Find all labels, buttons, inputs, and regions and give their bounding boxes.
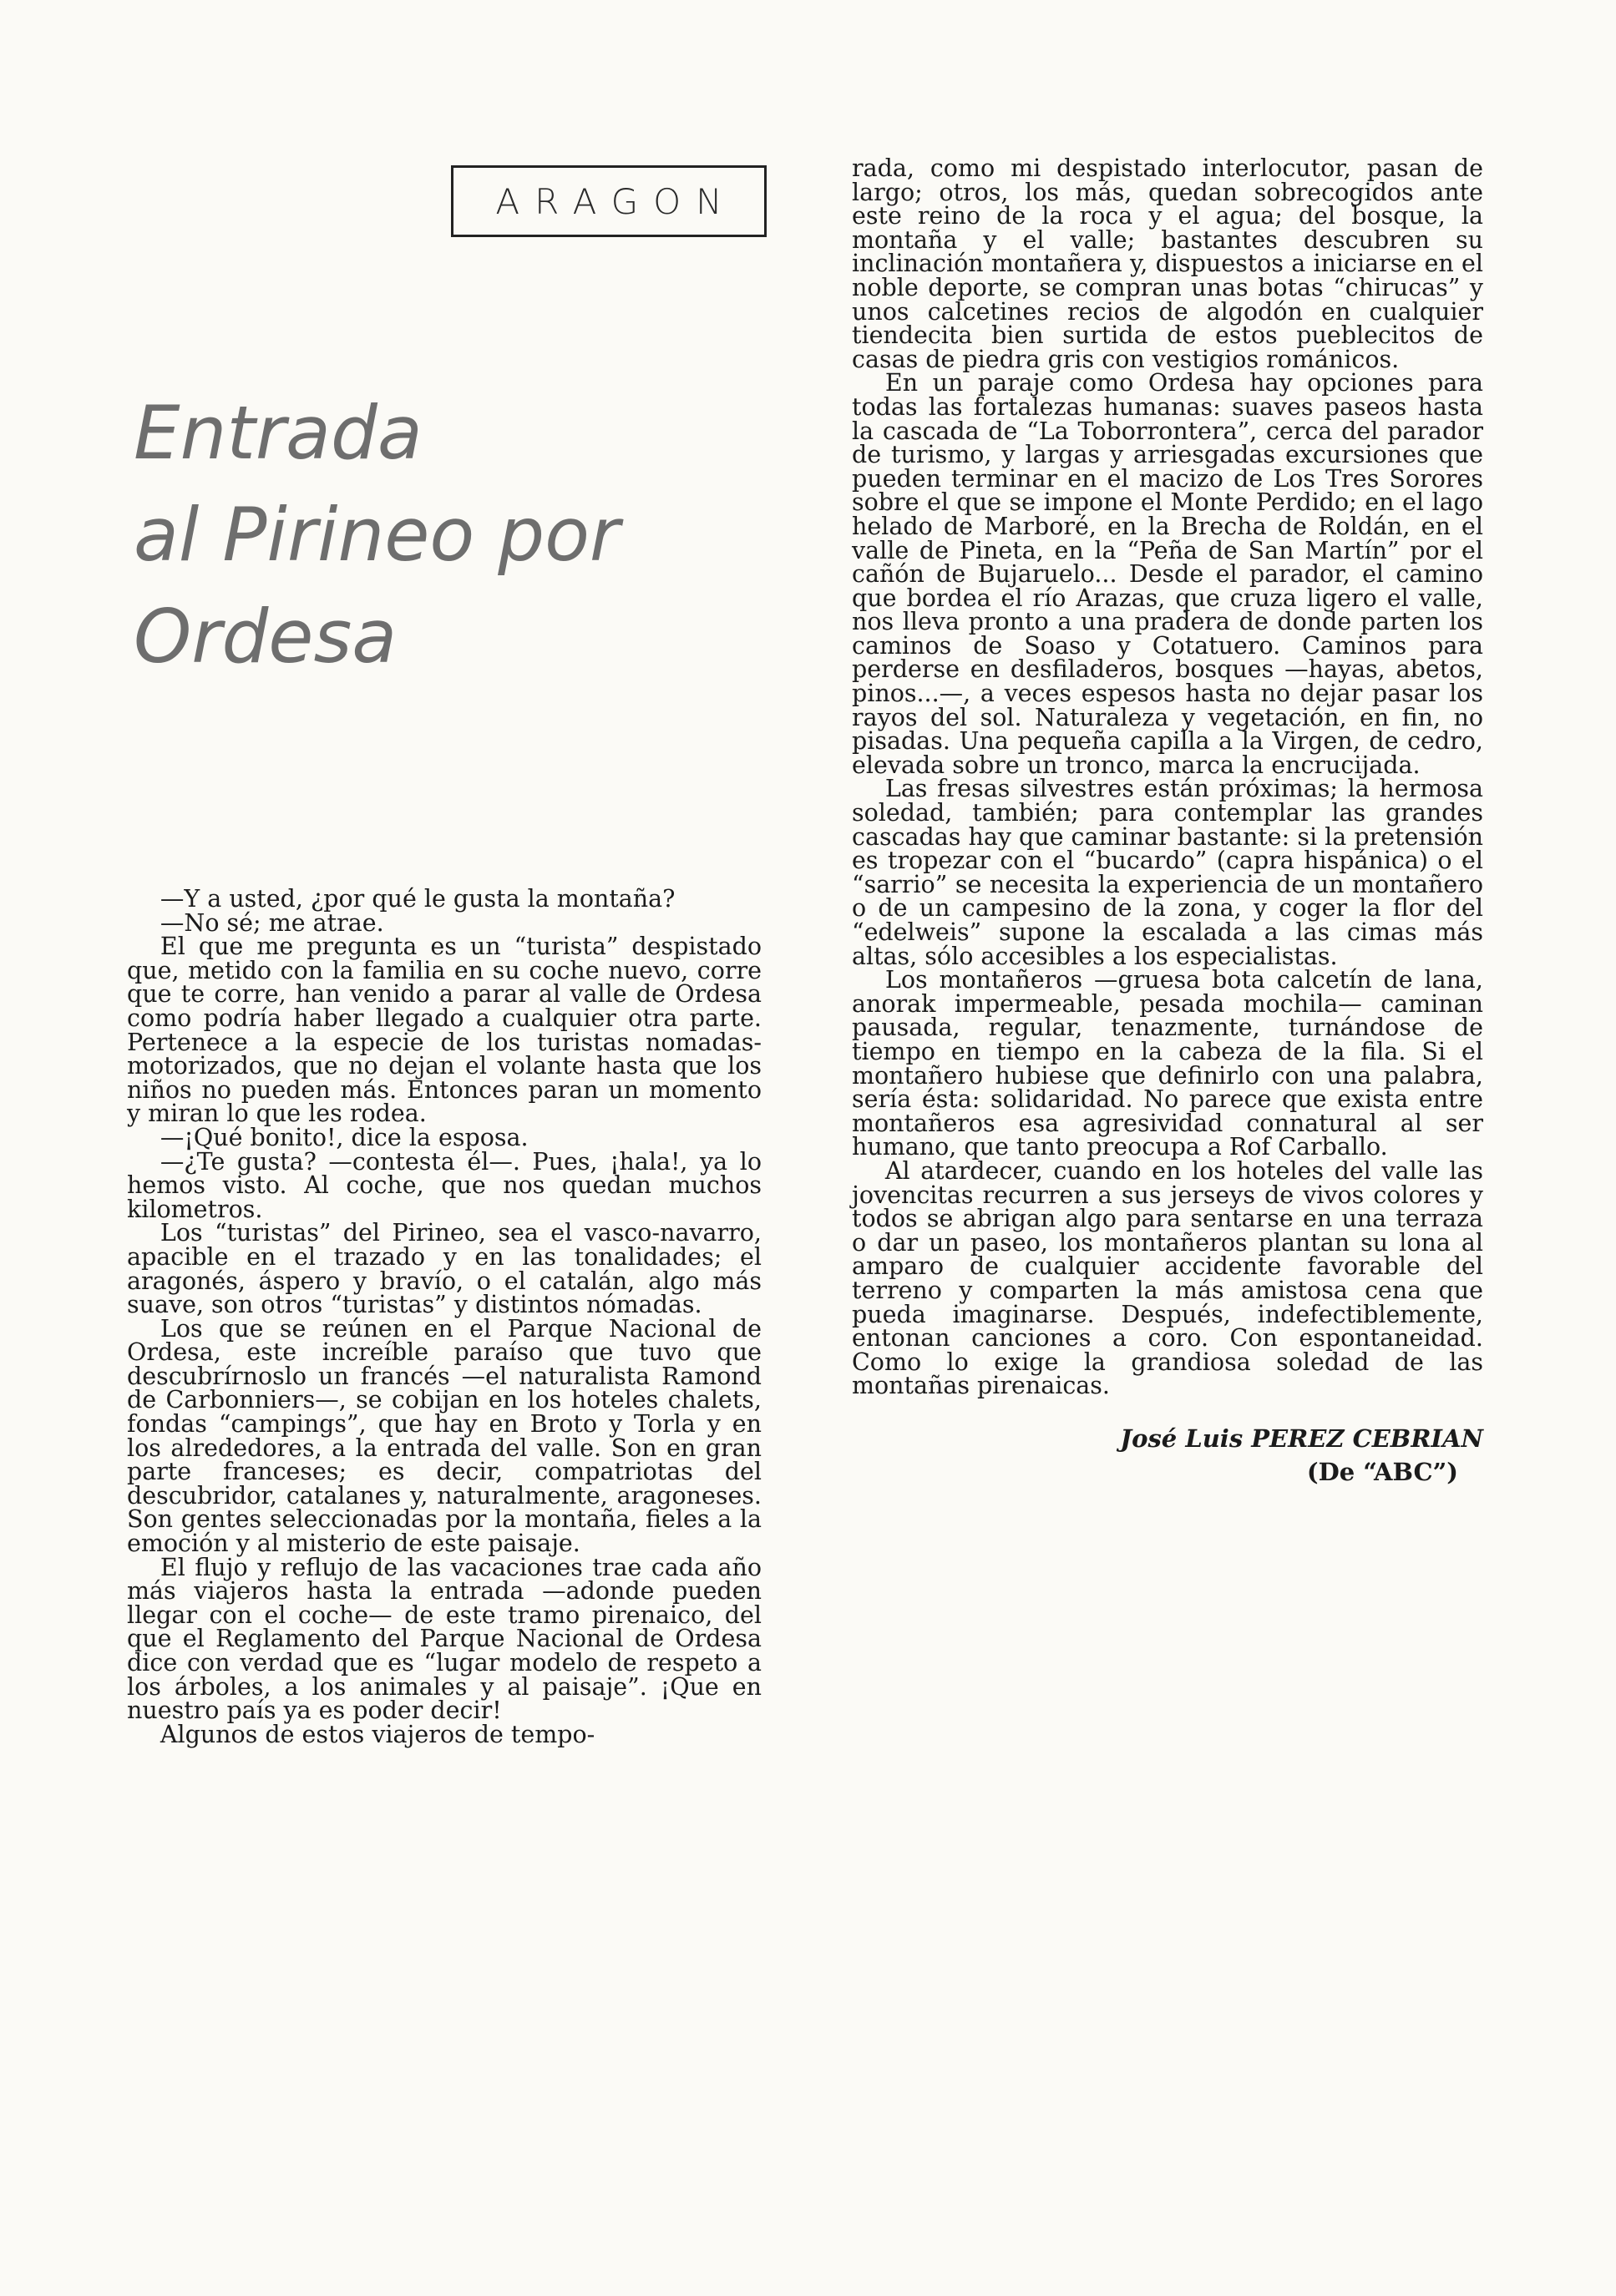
article-headline xyxy=(134,382,768,688)
paragraph: El flujo y reflujo de las vacaciones trae cada año más viajeros hasta la entrada —adonde pueden llegar con el coche— de este tramo pirenaico, del que el Reglamento del Parque Nacional de Ordesa dice con verdad que es “lugar modelo de respeto a los árboles, a los animales y al paisaje”. ¡Que en nuestro país ya es poder decir! xyxy=(127,1553,762,1725)
paragraph: Las fresas silvestres están próximas; la hermosa soledad, también; para contemplar las grandes cascadas hay que caminar bastante: si la pretensión es tropezar con el “bucardo” (capra hispánica) o el “sarrio” se necesita la experiencia de un montañero o de un campesino de la zona, y coger la flor del “edelweis” supone la escalada a las cimas más altas, sólo accesibles a los especialistas. xyxy=(852,775,1483,970)
paragraph: Algunos de estos viajeros de tempo- xyxy=(160,1720,595,1748)
byline xyxy=(852,1422,1483,1489)
paragraph: En un paraje como Ordesa hay opciones para todas las fortalezas humanas: suaves paseos hasta la cascada de “La Toborrontera”, cerca del parador de turismo, y largas y arriesgadas excursiones que pueden terminar en el macizo de Los Tres Sorores sobre el que se impone el Monte Perdido; en el lago helado de Marboré, en la Brecha de Roldán, en el valle de Pineta, en la “Peña de San Martín” por el cañón de Bujaruelo... Desde el parador, el camino que bordea el río Arazas, que cruza ligero el valle, nos lleva pronto a una pradera de donde parten los caminos de Soaso y Cotatuero. Caminos para perderse en desfiladeros, bosques —hayas, abetos, pinos...—, a veces espesos hasta no dejar pasar los rayos del sol. Naturaleza y vegetación, en fin, no pisadas. Una pequeña capilla a la Virgen, de cedro, elevada sobre un tronco, marca la encrucijada. xyxy=(852,369,1483,779)
author-name: José Luis PEREZ CEBRIAN xyxy=(1120,1424,1483,1453)
paragraph: El que me pregunta es un “turista” despistado que, metido con la familia en su coche nuevo, corre que te corre, han venido a parar al valle de Ordesa como podría haber llegado a cualquier otra parte. Pertenece a la especie de los turistas nomadas-motorizados, que no dejan el volante hasta que los niños no pueden más. Entonces paran un momento y miran lo que les rodea. xyxy=(127,933,762,1128)
paragraph: Al atardecer, cuando en los hoteles del valle las jovencitas recurren a sus jerseys de vivos colores y todos se abrigan algo para sentarse en una terraza o dar un paseo, los montañeros plantan su lona al amparo de cualquier accidente favorable del terreno y comparten la más amistosa cena que pueda imaginarse. Después, indefectiblemente, entonan canciones a coro. Con espontaneidad. Como lo exige la grandiosa soledad de las montañas pirenaicas. xyxy=(852,1156,1483,1400)
paragraph: Los que se reúnen en el Parque Nacional de Ordesa, este increíble paraíso que tuvo que descubrírnoslo un francés —el naturalista Ramond de Carbonniers—, se cobijan en los hoteles chalets, fondas “campings”, que hay en Broto y Torla y en los alrededores, a la entrada del valle. Son en gran parte franceses; es decir, compatriotas del descubridor, catalanes y, naturalmente, aragoneses. Son gentes seleccionadas por la montaña, fieles a la emoción y al misterio de este paisaje. xyxy=(127,1314,762,1558)
paragraph: —Y a usted, ¿por qué le gusta la montaña? xyxy=(160,885,676,913)
section-tag: ARAGON xyxy=(451,165,767,237)
headline-line-2: al Pirineo por xyxy=(134,492,621,578)
left-column xyxy=(127,885,762,1748)
paragraph: Los montañeros —gruesa bota calcetín de lana, anorak impermeable, pesada mochila— caminan pausada, regular, tenazmente, turnándose de tiempo en tiempo en la cabeza de la fila. Si el montañero hubiese que definirlo con una palabra, sería ésta: solidaridad. No parece que exista entre montañeros esa agresividad connatural al ser humano, que tanto preocupa a Rof Carballo. xyxy=(852,966,1483,1161)
paragraph: Los “turistas” del Pirineo, sea el vasco-navarro, apacible en el trazado y en las tonalidades; el aragonés, áspero y bravío, o el catalán, algo más suave, son otros “turistas” y distintos nómadas. xyxy=(127,1219,762,1319)
right-column xyxy=(852,154,1483,1489)
paragraph: rada, como mi despistado interlocutor, pasan de largo; otros, los más, quedan sobrecogidos ante este reino de la roca y el agua; del bosque, la montaña y el valle; bastantes descubren su inclinación montañera y, dispuestos a iniciarse en el noble deporte, se compran unas botas “chirucas” y unos calcetines recios de algodón en cualquier tiendecita bien surtida de estos pueblecitos de casas de piedra gris con vestigios románicos. xyxy=(852,154,1483,373)
paragraph: —¡Qué bonito!, dice la esposa. xyxy=(160,1123,529,1151)
paragraph: —No sé; me atrae. xyxy=(160,908,384,937)
headline-line-3: Ordesa xyxy=(134,594,398,680)
headline-line-1: Entrada xyxy=(134,390,423,476)
paragraph: —¿Te gusta? —contesta él—. Pues, ¡hala!, ya lo hemos visto. Al coche, que nos quedan muchos kilometros. xyxy=(127,1147,762,1223)
source-credit: (De “ABC”) xyxy=(1306,1457,1458,1486)
